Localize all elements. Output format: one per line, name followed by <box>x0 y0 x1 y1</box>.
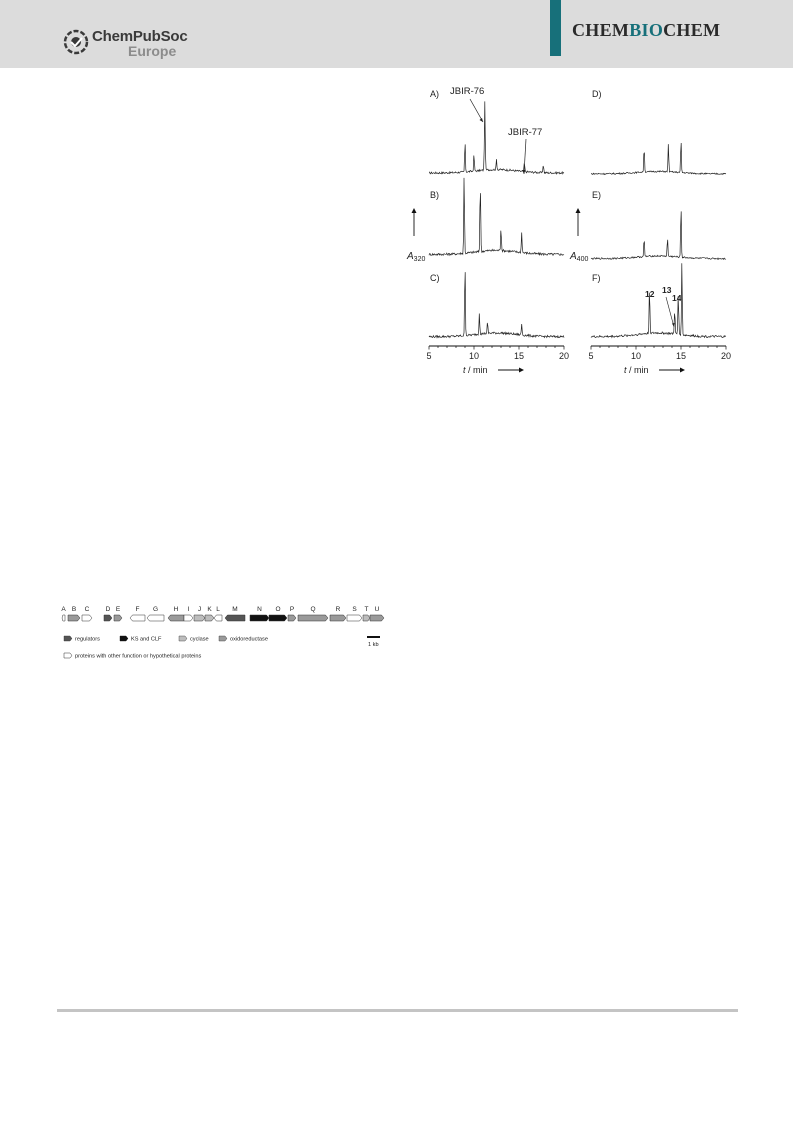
y-axis-label-right: $A_{400}$ <box>570 251 589 263</box>
gene-arrow-t <box>363 615 370 621</box>
gene-arrow-d <box>104 615 112 621</box>
gene-legend <box>64 636 380 660</box>
gene-arrow-s <box>347 615 362 621</box>
xtick-left-5: 5 <box>426 351 432 361</box>
gene-letter-u: U <box>374 606 380 613</box>
chromatogram-trace-f <box>591 263 726 337</box>
xtick-left-10: 10 <box>468 351 480 361</box>
gene-letter-l: L <box>216 606 220 613</box>
jbir76-pointer <box>470 99 483 122</box>
gene-arrow-r <box>330 615 346 621</box>
legend-regulator-swatch <box>64 636 72 641</box>
gene-letter-d: D <box>105 606 111 613</box>
xtick-right-15: 15 <box>675 351 687 361</box>
xtick-right-20: 20 <box>720 351 732 361</box>
gene-arrow-h <box>168 615 184 621</box>
gene-arrow-l <box>214 615 222 621</box>
x-axis-arrowhead-left <box>519 368 524 373</box>
legend-other-swatch <box>64 653 72 658</box>
gene-arrow-m <box>225 615 245 621</box>
gene-letter-c: C <box>84 606 90 613</box>
panel-label-c: C) <box>430 273 440 283</box>
y-axis-arrowhead-left <box>412 208 417 213</box>
legend-cyclase-swatch <box>179 636 187 641</box>
xtick-right-10: 10 <box>630 351 642 361</box>
gene-letter-j: J <box>197 606 202 613</box>
gene-letter-b: B <box>71 606 77 613</box>
chromatogram-trace-d <box>591 143 726 175</box>
chromatogram-labels <box>406 86 731 375</box>
chromatogram-trace-b <box>429 178 564 256</box>
journal-accent-bar <box>550 0 561 56</box>
gene-letter-s: S <box>352 606 357 613</box>
peak-annotation-13: 13 <box>662 285 672 295</box>
legend-other: proteins with other function or hypothetical proteins <box>75 653 202 660</box>
panel-label-f: F) <box>592 273 601 283</box>
gene-letter-r: R <box>335 606 341 613</box>
xtick-left-15: 15 <box>513 351 525 361</box>
gene-letter-g: G <box>152 606 159 613</box>
gene-letter-f: F <box>135 606 140 613</box>
y-axis-label-left: $A_{320}$ <box>407 251 426 263</box>
gene-letter-e: E <box>115 606 121 613</box>
publisher-logo <box>62 26 192 60</box>
gene-letter-a: A <box>61 606 66 613</box>
peak13-arrowhead <box>672 323 675 327</box>
hplc-chromatogram-figure <box>398 78 758 384</box>
chromatogram-trace-c <box>429 272 564 338</box>
gene-arrow-j <box>194 615 205 621</box>
peak-annotation-jbir76: JBIR-76 <box>450 86 485 97</box>
gene-arrow-q <box>298 615 328 621</box>
gene-letter-q: Q <box>310 606 316 613</box>
journal-title-prefix: CHEM <box>572 20 630 40</box>
peak-annotation-14: 14 <box>672 293 682 303</box>
legend-ks-clf: KS and CLF <box>131 636 162 643</box>
x-axis-arrowhead-right <box>680 368 685 373</box>
gene-letter-k: K <box>207 606 212 613</box>
gene-arrow-b <box>68 615 80 621</box>
gene-letter-i: I <box>187 606 190 613</box>
journal-title-suffix: CHEM <box>663 20 721 40</box>
gene-arrows <box>62 615 384 621</box>
gene-arrow-c <box>82 615 92 621</box>
peak-annotation-12: 12 <box>645 289 655 299</box>
xtick-left-20: 20 <box>558 351 570 361</box>
gene-arrow-n <box>250 615 269 621</box>
gene-arrow-o <box>269 615 287 621</box>
peak-annotation-jbir77: JBIR-77 <box>508 127 543 138</box>
xtick-right-5: 5 <box>588 351 594 361</box>
gene-letter-h: H <box>173 606 179 613</box>
legend-regulators: regulators <box>75 636 100 643</box>
gene-arrow-f <box>130 615 145 621</box>
gene-arrow-e <box>114 615 122 621</box>
gene-arrow-u <box>370 615 384 621</box>
scale-bar <box>367 636 380 638</box>
y-axis-arrowhead-right <box>576 208 581 213</box>
legend-oxidoreductase-swatch <box>219 636 227 641</box>
chromatogram-trace-a <box>429 101 564 173</box>
gene-letter-o: O <box>275 606 281 613</box>
gene-letters <box>61 606 379 613</box>
chromatogram-trace-e <box>591 211 726 259</box>
footer-rule <box>57 1009 738 1012</box>
publisher-name: ChemPubSoc <box>92 28 188 45</box>
panel-label-a: A) <box>430 89 439 99</box>
gene-cluster-figure <box>60 604 390 666</box>
gene-arrow-g <box>147 615 164 621</box>
publisher-sub: Europe <box>128 43 177 59</box>
legend-oxidoreductase: oxidoreductase <box>230 636 268 643</box>
panel-label-b: B) <box>430 190 439 200</box>
panel-label-d: D) <box>592 89 602 99</box>
x-axis-title-left: t / min <box>463 365 488 375</box>
gene-arrow-i <box>184 615 193 621</box>
legend-cyclase: cyclase <box>190 636 209 643</box>
gene-letter-n: N <box>257 606 262 613</box>
x-axis-title-right: t / min <box>624 365 649 375</box>
gene-arrow-a <box>62 615 65 621</box>
gene-arrow-k <box>205 615 214 621</box>
gene-letter-p: P <box>289 606 295 613</box>
chromatogram-panels <box>429 101 726 349</box>
scale-bar-label: 1 kb <box>368 642 379 648</box>
gene-letter-m: M <box>232 606 238 613</box>
jbir77-arrowhead <box>522 170 526 174</box>
publisher-emblem-icon <box>62 28 90 56</box>
gene-letter-t: T <box>364 606 369 613</box>
panel-label-e: E) <box>592 190 601 200</box>
journal-title <box>572 20 720 41</box>
legend-ks-clf-swatch <box>120 636 128 641</box>
gene-arrow-p <box>288 615 296 621</box>
journal-title-mid: BIO <box>629 20 664 40</box>
page-header <box>0 0 793 68</box>
